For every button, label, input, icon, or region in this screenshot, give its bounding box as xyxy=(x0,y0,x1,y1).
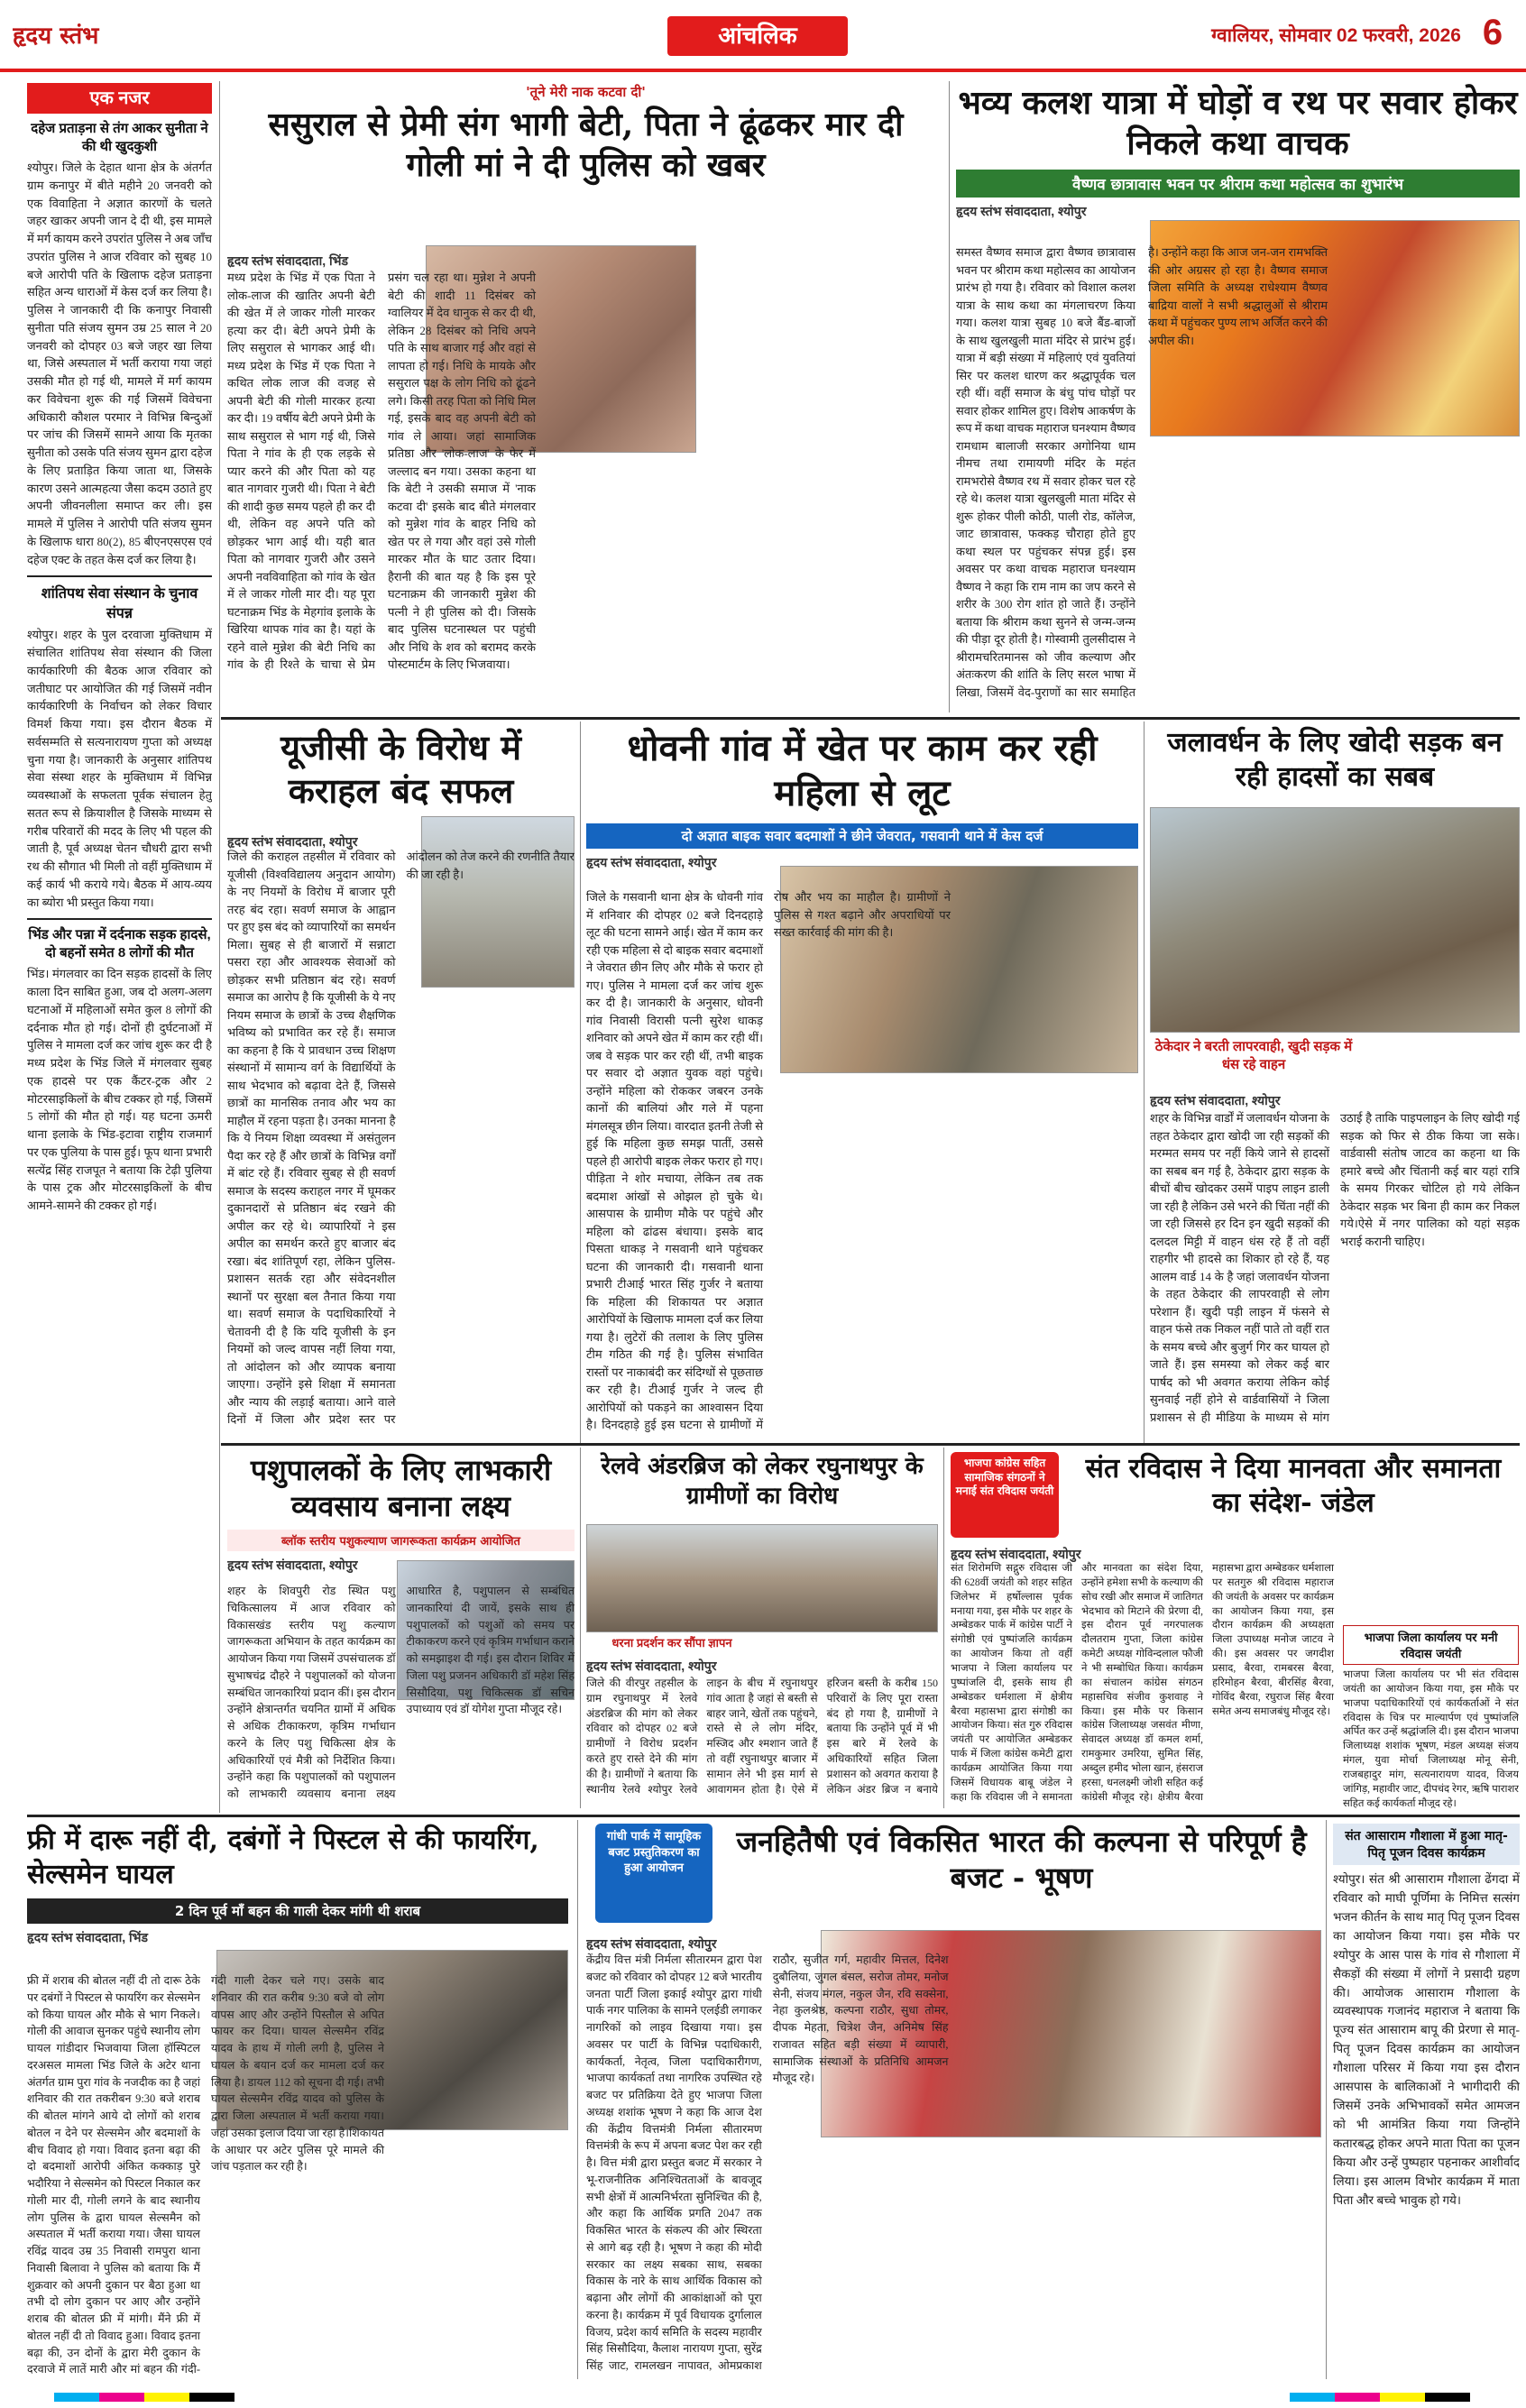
article-9 xyxy=(27,1824,568,2378)
a11-text: श्योपुर। संत श्री आसाराम गौशाला ढेंगदा में रविवार को माघी पूर्णिमा के निमित्त सत्संग भजन कीर्तन के साथ मातृ पितृ पूजन दिवस का आयोजन किया गया। इस मौके पर श्योपुर के आस पास के गांव से गौशाला में सैकड़ों की संख्या में लोगों ने प्रसादी ग्रहण की। आयोजक आसाराम गौशाला के व्यवस्थापक गजानंद महाराज ने बताया कि पूज्य संत आसाराम बापू की प्रेरणा से मातृ-पितृ पूजन दिवस कार्यक्रम का आयोजन गौशाला परिसर में किया गया इस दौरान आसपास के बालिकाओं ने भागीदारी की जिसमें उनके अभिभावकों समेत आमजन को भी आमंत्रित किया गया जिन्होंने कतारबद्ध होकर अपने माता पिता का पूजन किया और उन्हें पुष्पहार पहनाकर आशीर्वाद लिया। इस आलम विभोर कार्यक्रम में माता पिता और बच्चे भावुक हो गये। xyxy=(1333,1872,1520,2207)
row1-rule xyxy=(221,717,1520,720)
a9-byline: हृदय स्तंभ संवाददाता, भिंड xyxy=(27,1930,149,1944)
sidebar-item1-head: दहेज प्रताड़ना से तंग आकर सुनीता ने की थी खुदकुशी xyxy=(31,121,208,154)
a8-byline: हृदय स्तंभ संवाददाता, श्योपुर xyxy=(951,1547,1081,1561)
a6-byline: हृदय स्तंभ संवाददाता, श्योपुर xyxy=(227,1558,358,1572)
sidebar-item3-text: भिंड। मंगलवार का दिन सड़क हादसों के लिए काला दिन साबित हुआ, जब दो अलग-अलग घटनाओं में महिलाओं समेत कुल 8 लोगों की दर्दनाक मौत हो गई। दोनों ही दुर्घटनाओं में पुलिस ने मामला दर्ज कर जांच शुरू कर दी है मध्य प्रदेश के भिंड जिले में मंगलवार सुबह एक हादसे पर एक कैंटर-ट्रक और 2 मोटरसाइकिलों के बीच टक्कर हो गई, जिसमें 5 लोगों की मौत हो गई। यह घटना ऊमरी थाना इलाके के भिंड-इटावा राष्ट्रीय राजमार्ग पर एक पुलिया के पास हुई। फूप थाना प्रभारी सत्येंद्र सिंह राजपूत ने बताया कि टेढ़ी पुलिया के पास ट्रक और मोटरसाइकिलों के बीच आमने-सामने की टक्कर हो गई। xyxy=(27,967,212,1212)
a11-headline: संत आसाराम गौशाला में हुआ मातृ-पितृ पूजन दिवस कार्यक्रम xyxy=(1333,1824,1520,1865)
a6-divider xyxy=(580,1448,581,1808)
a8-sub: भाजपा जिला कार्यालय पर मनी रविदास जयंती xyxy=(1343,1625,1519,1665)
article-4 xyxy=(586,726,1138,1438)
article-11 xyxy=(1333,1824,1520,2378)
registration-marks xyxy=(54,2393,234,2402)
a5-photo-caption: ठेकेदार ने बरती लापरवाही, खुदी सड़क में धंस रहे वाहन xyxy=(1150,1037,1357,1073)
a7-photo xyxy=(586,1524,938,1632)
a7-headline: रेलवे अंडरब्रिज को लेकर रघुनाथपुर के ग्रामीणों का विरोध xyxy=(601,1453,924,1510)
sidebar-item1-text: श्योपुर। जिले के देहात थाना क्षेत्र के अंतर्गत ग्राम कनापुर में बीते महीने 20 जनवरी को एक विवाहिता ने अज्ञात कारणों के चलते जहर खाकर अपनी जान दे दी थी, इस मामले में मर्ग कायम करने उपरांत पुलिस ने अब जाँच उपरांत पुलिस ने आज रविवार को सुबह 10 बजे आरोपी पति के खिलाफ दहेज प्रताड़ना सहित अन्य धाराओं में केस दर्ज कर लिया है। पुलिस ने जानकारी दी कि कनापुर निवासी सुनीता पति संजय सुमन उम्र 25 साल ने 20 जनवरी को दोपहर 03 बजे जहर खा लिया था, जिसे अस्पताल में भर्ती कराया गया जहां उसकी मौत हो गई थी, मामले में मर्ग कायम कर विवेचना शुरू की गई जिसमें विवेचना अधिकारी कौशल परमार ने विभिन्न बिन्दुओं पर जांच की जिसमें सामने आया कि मृतका सुनीता को उसके पति संजय सुमन द्वारा दहेज के लिए प्रताड़ित किया जाता था, जिसके कारण उसने आत्महत्या जैसा कदम उठाते हुए अपनी जीवनलीला समाप्त कर ली। इस मामले में पुलिस ने आरोपी पति संजय सुमन के खिलाफ धारा 80(2), 85 बीएनएसएस एवं दहेज एक्ट के तहत केस दर्ज कर लिया है। xyxy=(27,161,212,566)
a7-byline: हृदय स्तंभ संवाददाता, श्योपुर xyxy=(586,1659,717,1673)
a6-text: शहर के शिवपुरी रोड स्थित पशु चिकित्सालय में आज रविवार को विकासखंड स्तरीय पशु कल्याण जागरूकता अभियान के तहत कार्यक्रम का आयोजन किया गया जिसमें उपसंचालक डॉ सुभाषचंद्र दौहरे ने पशुपालकों को योजना सम्बंधित जानकारियां प्रदान कीं। इस दौरान उन्होंने क्षेत्रान्तर्गत चयनित ग्रामों में अधिक से अधिक टीकाकरण, कृत्रिम गर्भाधान करने के लिए पशु चिकित्सा क्षेत्र के अधिकारियों एवं मैत्री को निर्देशित किया। उन्होंने कहा कि पशुपालकों को पशुपालन को लाभकारी व्यवसाय बनाना लक्ष्य आधारित है, पशुपालन से सम्बंधित जानकारियां दी जायें, इसके साथ ही पशुपालकों को पशुओं को समय पर टीकाकरण करने एवं कृत्रिम गर्भाधान कराने को समझाइश दी गई। इस दौरान शिविर में जिला पशु प्रजनन अधिकारी डॉ महेश सिंह सिसौदिया, पशु चिकित्सक डॉ सचिन उपाध्याय एवं डॉ योगेश गुप्ता मौजूद रहे। xyxy=(227,1585,575,1800)
article-7 xyxy=(586,1452,938,1808)
section-title: आंचलिक xyxy=(667,16,848,56)
article-10 xyxy=(586,1824,1321,2378)
sidebar-divider xyxy=(219,81,220,1813)
sidebar-item2-head: शांतिपथ सेवा संस्थान के चुनाव संपन्न xyxy=(27,575,212,622)
article-8 xyxy=(951,1452,1519,1808)
registration-marks-right xyxy=(1290,2393,1470,2402)
a1-divider xyxy=(949,81,950,712)
a2-headline: भव्य कलश यात्रा में घोड़ों व रथ पर सवार होकर निकले कथा वाचक xyxy=(958,84,1518,162)
a5-text: शहर के विभिन्न वार्डों में जलावर्धन योजना के तहत ठेकेदार द्वारा खोदी जा रही सड़कों की मरम्मत समय पर नहीं किये जाने से हादसों का सबब बन गई है, ठेकेदार द्वारा सड़क के बीचों बीच खोदकर उसमें पाइप लाइन डाली जा रही है लेकिन उसे भरने की चिंता नहीं की जा रही जिससे हर दिन इन खुदी सड़कों की दलदल मिट्टी में वाहन धंस रहे हैं तो वहीं राहगीर भी हादसे का शिकार हो रहे हैं, यह आलम वार्ड 14 के है जहां जलावर्धन योजना के तहत ठेकेदार की लापरवाही से लोग परेशान हैं। खुदी पड़ी लाइन में फंसने से वाहन फंसे तक निकल नहीं पाते तो वहीं रात के समय बच्चे और बुजुर्ग गिर कर घायल हो जाते हैं। इस समस्या को लेकर कई बार पार्षद को भी अवगत कराया लेकिन कोई सुनवाई नहीं होने से वार्डवासियों ने जिला प्रशासन से ही मीडिया के माध्यम से मांग उठाई है ताकि पाइपलाइन के लिए खोदी गई सड़क को फिर से ठीक किया जा सके। वार्डवासी संतोष जाटव का कहना था कि हमारे बच्चे और चिंतानी कई बार यहां रात्रि के समय गिरकर चोटिल हो गये लेकिन ठेकेदार सड़क भर बिना ही काम कर निकल गये।ऐसे में नगर पालिका को यहां सड़क भराई करानी चाहिए। xyxy=(1150,1111,1520,1424)
a3-text: जिले की कराहल तहसील में रविवार को यूजीसी (विश्वविद्यालय अनुदान आयोग) के नए नियमों के विरोध में बाजार पूरी तरह बंद रहा। सवर्ण समाज के आह्वान पर हुए इस बंद को व्यापारियों का समर्थन मिला। सुबह से ही बाजारों में सन्नाटा पसरा रहा और आवश्यक सेवाओं को छोड़कर सभी प्रतिष्ठान बंद रहे। सवर्ण समाज का आरोप है कि यूजीसी के ये नए नियम समाज के छात्रों के उच्च शैक्षणिक भविष्य को प्रभावित कर रहे हैं। समाज का कहना है कि ये प्रावधान उच्च शिक्षण संस्थानों में सामान्य वर्ग के विद्यार्थियों के साथ भेदभाव को बढ़ावा देते हैं, जिससे छात्रों का मानसिक तनाव और भय का माहौल में रहना पड़ता है। उनका मानना है कि ये नियम शिक्षा व्यवस्था में असंतुलन पैदा कर रहे हैं और छात्रों के विभिन्न वर्गों में बांट रहे हैं। रविवार सुबह से ही सवर्ण समाज के सदस्य कराहल नगर में घूमकर दुकानदारों से प्रतिष्ठान बंद रखने की अपील कर रहे थे। व्यापारियों ने इस अपील का समर्थन करते हुए बाजार बंद रखा। बंद शांतिपूर्ण रहा, लेकिन पुलिस-प्रशासन सतर्क रहा और संवेदनशील स्थानों पर सुरक्षा बल तैनात किया गया था। सवर्ण समाज के पदाधिकारियों ने चेतावनी दी है कि यदि यूजीसी के इन नियमों को जल्द वापस नहीं लिया गया, तो आंदोलन को और व्यापक बनाया जाएगा। उन्होंने इसे शिक्षा में समानता और न्याय की लड़ाई बताया। आने वाले दिनों में जिला और प्रदेश स्तर पर आंदोलन को तेज करने की रणनीति तैयार की जा रही है। xyxy=(227,850,575,1426)
brand-name: हृदय स्तंभ xyxy=(13,23,99,50)
article-3 xyxy=(227,726,575,1438)
a1-kicker: 'तूने मेरी नाक कटवा दी' xyxy=(526,84,646,100)
dateline: ग्वालियर, सोमवार 02 फरवरी, 2026 xyxy=(1211,25,1461,46)
article-6 xyxy=(227,1452,575,1808)
a8-subtext: भाजपा जिला कार्यालय पर भी संत रविदास जयंती का आयोजन किया गया, इस मौके पर भाजपा पदाधिकारियों एवं कार्यकर्ताओं ने संत रविदास के चित्र पर माल्यार्पण एवं पुष्पांजलि अर्पित कर उन्हें श्रद्धांजलि दी। इस दौरान भाजपा जिलाध्यक्ष शशांक भूषण, मंडल अध्यक्ष संजय मंगल, युवा मोर्चा जिलाध्यक्ष मोनू सेनी, राजबहादुर मांग, सत्यनारायण यादव, विजय जांगिड़, महावीर जाट, दीपचंद रेगर, ऋषि पाराशर सहित कई कार्यकर्ता मौजूद रहे। xyxy=(1343,1669,1519,1808)
a3-divider xyxy=(580,721,581,1443)
a4-strap: दो अज्ञात बाइक सवार बदमाशों ने छीने जेवरात, गसवानी थाने में केस दर्ज xyxy=(586,823,1138,849)
row2-rule xyxy=(221,1443,1520,1446)
a10-badge: गांधी पार्क में सामूहिक बजट प्रस्तुतिकरण का हुआ आयोजन xyxy=(595,1824,712,1923)
a6-headline: पशुपालकों के लिए लाभकारी व्यवसाय बनाना लक्ष्य xyxy=(250,1453,552,1523)
a10-byline: हृदय स्तंभ संवाददाता, श्योपुर xyxy=(586,1936,717,1951)
a10-headline: जनहितैषी एवं विकसित भारत की कल्पना से परिपूर्ण है बजट - भूषण xyxy=(736,1824,1307,1895)
masthead xyxy=(0,0,1526,72)
a5-photo xyxy=(1150,807,1520,1033)
a8-badge: भाजपा कांग्रेस सहित सामाजिक संगठनों ने मनाई संत रविदास जयंती xyxy=(951,1452,1059,1538)
a4-text: जिले के गसवानी थाना क्षेत्र के धोवनी गांव में शनिवार की दोपहर 02 बजे दिनदहाड़े लूट की घटना सामने आई। खेत में काम कर रही एक महिला से दो बाइक सवार बदमाशों ने जेवरात छीन लिए और मौके से फरार हो गए। पुलिस ने मामला दर्ज कर जांच शुरू कर दी है। जानकारी के अनुसार, धोवनी गांव निवासी विरासी पत्नी सुरेश धाकड़ शनिवार को अपने खेत में काम कर रही थीं। जब वे सड़क पार कर रही थीं, तभी बाइक पर सवार दो अज्ञात युवक वहां पहुंचे। उन्होंने महिला को रोककर जबरन उनके कानों की बालियां और गले में पहना मंगलसूत्र छीन लिया। वारदात इतनी तेजी से हुई कि महिला कुछ समझ पातीं, उससे पहले ही आरोपी बाइक लेकर फरार हो गए। पीड़िता ने शोर मचाया, लेकिन तब तक बदमाश आंखों से ओझल हो चुके थे। आसपास के ग्रामीण मौके पर पहुंचे और महिला को ढांढस बंधाया। इसके बाद पिसता धाकड़ ने गसवानी थाने पहुंचकर घटना की जानकारी दी। गसवानी थाना प्रभारी टीआई भारत सिंह गुर्जर ने बताया कि महिला की शिकायत पर अज्ञात आरोपियों के खिलाफ मामला दर्ज कर लिया गया है। लुटेरों की तलाश के लिए पुलिस टीम गठित की गई है। पुलिस संभावित रास्तों पर नाकाबंदी कर संदिग्धों से पूछताछ कर रही है। टीआई गुर्जर ने जल्द ही आरोपियों को पकड़ने का आश्वासन दिया है। दिनदहाड़े हुई इस घटना से ग्रामीणों में रोष और भय का माहौल है। ग्रामीणों ने पुलिस से गश्त बढ़ाने और अपराधियों पर सख्त कार्रवाई की मांग की है। xyxy=(586,890,951,1431)
a9-divider xyxy=(577,1820,578,2379)
a2-text: समस्त वैष्णव समाज द्वारा वैष्णव छात्रावास भवन पर श्रीराम कथा महोत्सव का आयोजन प्रारंभ हो गया है। रविवार को विशाल कलश यात्रा के साथ कथा का मंगलाचरण किया गया। कलश यात्रा सुबह 10 बजे बैंड-बाजों के साथ खुलखुली माता मंदिर से प्रारंभ हुई। यात्रा में बड़ी संख्या में महिलाएं एवं युवतियां सिर पर कलश धारण कर श्रद्धापूर्वक चल रही थीं। वहीं समाज के बंधु पांच घोड़ों पर सवार होकर शामिल हुए। विशेष आकर्षण के रूप में कथा वाचक महाराज घनश्याम वैष्णव रामधाम बालाजी सरकार अगोनिया धाम नीमच तथा रामायणी मंदिर के महंत रामभरोसे वैष्णव रथ में सवार होकर चल रहे रहे थे। कलश यात्रा खुलखुली माता मंदिर से शुरू होकर पीली कोठी, पाली रोड, कॉलेज, जाट छात्रावास, फक्कड़ चौराहा होते हुए कथा स्थल पर पहुंचकर संपन्न हुई। इस अवसर पर कथा वाचक महाराज घनश्याम वैष्णव ने कहा कि राम नाम का जप करने से शरीर के 300 रोग शांत हो जाते हैं। उन्होंने बताया कि श्रीराम कथा सुनने से जन्म-जन्म की पीड़ा दूर होती है। गोस्वामी तुलसीदास ने श्रीरामचरितमानस को जीव कल्याण और अंतःकरण की शांति के लिए सरल भाषा में लिखा, जिसमें वेद-पुराणों का सार समाहित है। उन्होंने कहा कि आज जन-जन रामभक्ति की ओर अग्रसर हो रहा है। वैष्णव समाज जिला समिति के अध्यक्ष राधेश्याम वैष्णव बाद्रिया वालों ने सभी श्रद्धालुओं से श्रीराम कथा में पहुंचकर पुण्य लाभ अर्जित करने की अपील की। xyxy=(956,245,1328,699)
a1-byline: हृदय स्तंभ संवाददाता, भिंड xyxy=(227,253,349,268)
a10-divider xyxy=(1326,1820,1327,2379)
sidebar-item3-head: भिंड और पन्ना में दर्दनाक सड़क हादसे, दो बहनों समेत 8 लोगों की मौत xyxy=(27,918,212,961)
sidebar-item2-text: श्योपुर। शहर के पुल दरवाजा मुक्तिधाम में संचालित शांतिपथ सेवा संस्थान की जिला कार्यकारिणी की बैठक आज रविवार को जतीघाट पर आयोजित की गई जिसमें नवीन कार्यकारिणी के निर्वाचन को लेकर विचार विमर्श किया गया। इस दौरान बैठक में सर्वसम्मति से सत्यनारायण गुप्ता को अध्यक्ष चुना गया है। जानकारी के अनुसार शांतिपथ सेवा संस्था शहर के मुक्तिधाम में विभिन्न व्यवस्थाओं के सफलता पूर्वक संचालन हेतु सतत रूप से क्रियाशील है जिसके माध्यम से गरीब परिवारों की मदद के लिए भी पहल की जाती है, पूर्व अध्यक्ष चेतन चौधरी द्वारा सभी रथ की सौगात भी मिली तो वहीं मुक्तिधाम में कई कार्य भी कराये गये। बैठक में आय-व्यय का ब्योरा भी प्रस्तुत किया गया। xyxy=(27,628,212,909)
row3-rule xyxy=(27,1815,1520,1817)
a4-byline: हृदय स्तंभ संवाददाता, श्योपुर xyxy=(586,855,717,869)
a7-text: जिले की वीरपुर तहसील के ग्राम रघुनाथपुर में रेलवे अंडरब्रिज की मांग को लेकर रविवार को दोपहर 02 बजे ग्रामीणों ने विरोध प्रदर्शन करते हुए रास्ते देने की मांग की है। ग्रामीणों ने बताया कि स्थानीय रेलवे श्योपुर रेलवे लाइन के बीच में रघुनाथपुर गांव आता है जहां से बस्ती से बाहर जाने, खेतों तक पहुंचने, रास्ते से ले लोग मंदिर, मस्जिद और श्मशान जाते हैं तो वहीं रघुनाथपुर बाजार में सामान लेने भी इस मार्ग से आवागमन होता है। ऐसे में हरिजन बस्ती के करीब 150 परिवारों के लिए पूरा रास्ता बंद हो गया है, ग्रामीणों ने बताया कि उन्होंने पूर्व में भी इस बारे में रेलवे के अधिकारियों सहित जिला प्रशासन को अवगत कराया है लेकिन अंडर ब्रिज न बनाये xyxy=(586,1677,938,1796)
a6-strap: ब्लॉक स्तरीय पशुकल्याण जागरूकता कार्यक्रम आयोजित xyxy=(227,1530,575,1551)
bottom-strip xyxy=(0,2385,1526,2408)
a2-strap: वैष्णव छात्रावास भवन पर श्रीराम कथा महोत्सव का शुभारंभ xyxy=(956,170,1520,198)
a8-text: संत शिरोमणि सद्गुरु रविदास जी की 628वीं जयंती को शहर सहित जिलेभर में हर्षोल्लास पूर्वक मनाया गया, इस मौके पर शहर के अम्बेडकर पार्क में कांग्रेस पार्टी ने संगोष्ठी एवं पुष्पांजलि कार्यक्रम का आयोजन किया तो वहीं भाजपा ने जिला कार्यालय पर पुष्पांजलि दी, इसके साथ ही अम्बेडकर धर्मशाला में क्षेत्रीय बैरवा महासभा द्वारा संगोष्ठी का आयोजन किया। संत गुरु रविदास जयंती पर आयोजित अम्बेडकर पार्क में जिला कांग्रेस कमेटी द्वारा कार्यक्रम आयोजित किया गया जिसमें विधायक बाबू जंडेल ने कहा कि रविदास जी ने समानता और मानवता का संदेश दिया, उन्होंने हमेशा सभी के कल्याण की सोच रखी और समाज में जातिगत भेदभाव को मिटाने की प्रेरणा दी, इस दौरान पूर्व नगरपालक दौलतराम गुप्ता, जिला कांग्रेस कमेटी अध्यक्ष गोविन्दलाल फौजी ने भी सम्बोधित किया। कार्यक्रम का संचालन कांग्रेस संगठन महासचिव संजीव कुशवाह ने किया। इस मौके पर किसान कांग्रेस जिलाध्यक्ष जसवंत मीणा, सेवादल अध्यक्ष डॉ कमल शर्मा, रामकुमार उमरिया, सुमित सिंह, अब्दुल हमीद भोला खान, हंसराज हरसा, धनलक्ष्मी जोशी सहित कई कांग्रेसी मौजूद रहे। क्षेत्रीय बैरवा महासभा द्वारा अम्बेडकर धर्मशाला पर सतगुरु श्री रविदास महाराज की जयंती के अवसर पर कार्यक्रम का आयोजन किया गया, इस दौरान कार्यक्रम की अध्यक्षता जिला उपाध्यक्ष मनोज जाटव ने की। इस अवसर पर जगदीश प्रसाद, बैरवा, रामबरस बैरवा, हरिमोहन बैरवा, बीरसिंह बैरवा, गोविंद बैरवा, रघुराज सिंह बैरवा समेत अन्य समाजबंधु मौजूद रहे। xyxy=(951,1563,1334,1803)
sidebar-title: एक नजर xyxy=(27,83,212,114)
a9-text: फ्री में शराब की बोतल नहीं दी तो दारू ठेके पर दबंगों ने पिस्टल से फायरिंग कर सेल्समेन को किया घायल और मौके से भाग निकले। गोली की आवाज सुनकर पहुंचे स्थानीय लोग घायल गांडीदार भिजवाया जिला हॉस्पिटल दरअसल मामला भिंड जिले के अटेर थाना अंतर्गत ग्राम पुरा गांव के नजदीक का है जहां शनिवार की रात तकरीबन 9:30 बजे शराब की बोतल मांगने आये दो लोगों को शराब बोतल न देने पर सेल्समेन और बदमाशों के बीच विवाद हो गया। विवाद इतना बढ़ा की दो बदमाशों आरोपी अंकित कक्काड़ पुरे भदौरिया ने सेल्समेन को पिस्टल निकाल कर गोली मार दी, गोली लगने के बाद स्थानीय लोग पुलिस के द्वारा घायल सेल्समैन को अस्पताल में भर्ती कराया गया। जैसा घायल रविंद्र यादव उम्र 35 निवासी रामपुरा थाना निवासी बिलावा ने पुलिस को बताया कि मैं शुक्रवार को अपनी दुकान पर बैठा हुआ था तभी दो लोग दुकान पर आए और उन्होंने शराब की बोतल फ्री में मांगी। मैंने फ्री में बोतल नहीं दी तो विवाद हुआ। विवाद इतना बढ़ा की, उन दोनों के द्वारा मेरी दुकान के दरवाजे में लातें मारी और मां बहन की गंदी-गंदी गाली देकर चले गए। उसके बाद शनिवार की रात करीब 9:30 बजे वो लोग वापस आए और उन्होंने पिस्तौल से अपित फायर कर दिया। घायल सेल्समैन रविंद्र यादव के हाथ में गोली लगी है, पुलिस ने घायल के बयान दर्ज कर मामला दर्ज कर लिया है। डायल 112 को सूचना दी गई। तभी घायल सेल्समैन रविंद्र यादव को पुलिस के द्वारा जिला अस्पताल में भर्ती कराया गया। जहां उसका इलाज दिया जा रहा है।शिकायत के आधार पर अटेर पुलिस पूरे मामले की जांच पड़ताल कर रही है। xyxy=(27,1974,384,2376)
a4-headline: धोवनी गांव में खेत पर काम कर रही महिला से लूट xyxy=(627,727,1098,814)
article-5 xyxy=(1150,726,1520,1438)
article-2 xyxy=(956,83,1520,714)
a8-headline: संत रविदास ने दिया मानवता और समानता का संदेश- जंडेल xyxy=(1085,1453,1502,1519)
a1-side-col xyxy=(768,248,944,708)
a10-text: केंद्रीय वित्त मंत्री निर्मला सीतारमन द्वारा पेश बजट को रविवार को दोपहर 12 बजे भारतीय जनता पार्टी जिला इकाई श्योपुर द्वारा गांधी पार्क नगर पालिका के सामने एलईडी लगाकर नागरिकों को लाइव दिखाया गया। इस अवसर पर पार्टी के विभिन्न पदाधिकारी, कार्यकर्ता, नेतृत्व, जिला पदाधिकारीगण, भाजपा कार्यकर्ता तथा नागरिक उपस्थित रहे बजट पर प्रतिक्रिया देते हुए भाजपा जिला अध्यक्ष शशांक भूषण ने कहा कि आज देश की केंद्रीय वित्तमंत्री निर्मला सीतारमण वित्तमंत्री के रूप में अपना बजट पेश कर रही है। वित्त मंत्री द्वारा प्रस्तुत बजट में सरकार ने भू-राजनीतिक अनिश्चितताओं के बावजूद सभी क्षेत्रों में आत्मनिर्भरता सुनिश्चित की है, और कहा कि आर्थिक प्रगति 2047 तक विकसित भारत के संकल्प की ओर स्थिरता से आगे बढ़ रही है। भूषण ने कहा की मोदी सरकार का लक्ष्य सबका साथ, सबका विकास के नारे के साथ आर्थिक विकास को बढ़ाना और लोगों की आकांक्षाओं को पूरा करना है। कार्यक्रम में पूर्व विधायक दुर्गालाल विजय, प्रदेश कार्य समिति के सदस्य महावीर सिंह सिसौदिया, कैलाश नारायण गुप्ता, सुरेंद्र सिंह जाट, रामलखन नापावत, ओमप्रकाश राठौर, सुजीत गर्ग, महावीर मित्तल, दिनेश दुबौलिया, जुगल बंसल, सरोज तोमर, मनोज सेनी, संजय मंगल, नकुल जैन, रवि सक्सेना, नेहा कुलश्रेष्ठ, कल्पना राठौर, सुधा तोमर, दीपक मेहता, चित्रेश जैन, अनिमेष सिंह राजावत सहित बड़ी संख्या में व्यापारी, सामाजिक संस्थाओं के प्रतिनिधि आमजन मौजूद रहे। xyxy=(586,1953,949,2372)
a5-byline: हृदय स्तंभ संवाददाता, श्योपुर xyxy=(1150,1093,1281,1107)
masthead-rule xyxy=(0,69,1526,72)
a5-headline: जलावर्धन के लिए खोदी सड़क बन रही हादसों का सबब xyxy=(1167,727,1503,793)
a9-headline: फ्री में दारू नहीं दी, दबंगों ने पिस्टल से की फायरिंग, सेल्समेन घायल xyxy=(27,1824,539,1890)
a9-strap: 2 दिन पूर्व माँ बहन की गाली देकर मांगी थी शराब xyxy=(27,1898,568,1924)
a7-divider xyxy=(943,1448,944,1808)
a3-byline: हृदय स्तंभ संवाददाता, श्योपुर xyxy=(227,834,358,849)
a1-text-left: मध्य प्रदेश के भिंड में एक पिता ने लोक-लाज की खातिर अपनी बेटी की खेत में ले जाकर गोली मारकर हत्या कर दी। बेटी अपने प्रेमी के लिए ससुराल से भागकर आई थी। मध्य प्रदेश के भिंड में एक पिता ने कथित लोक लाज की वजह से अपनी बेटी की गोली मारकर हत्या कर दी। 19 वर्षीय बेटी अपने प्रेमी के साथ ससुराल से भाग गई थी, जिसे पिता ने गांव के ही एक लड़के से प्यार करने की और पिता को यह बात नागवार गुजरी थी। पिता ने बेटी की शादी कुछ समय पहले ही कर दी थी, लेकिन वह अपने पति को छोड़कर भाग आई थी। यही बात पिता को नागवार गुजरी और उसने अपनी नवविवाहिता को गांव के खेत में ले जाकर गोली मार दी। यह पूरा घटनाक्रम भिंड के मेहगांव इलाके के खिरिया थापक गांव का है। यहां के रहने वाले मुन्नेश की बेटी निधि का गांव के ही रिश्ते के चाचा से प्रेम प्रसंग चल रहा था। मुन्नेश ने अपनी बेटी की शादी 11 दिसंबर को ग्वालियर में देव धानुक से कर दी थी, लेकिन 28 दिसंबर को निधि अपने पति के साथ बाजार गई और वहां से लापता हो गई। निधि के मायके और ससुराल पक्ष के लोग निधि को ढूंढने लगे। किसी तरह पिता को निधि मिल गई, इसके बाद वह अपनी बेटी को गांव ले आया। जहां सामाजिक प्रतिष्ठा और 'लोक-लाज' के फेर में जल्लाद बन गया। उसका कहना था कि बेटी ने उसकी समाज में 'नाक कटवा दी' इसके बाद बीते मंगलवार को मुन्नेश गांव के बाहर निधि को खेत पर ले गया और वहां उसे गोली मारकर मौत के घाट उतार दिया। हैरानी की बात यह है कि इस पूरे घटनाक्रम की जानकारी मुन्नेश की पत्नी ने ही पुलिस को दी। जिसके बाद पुलिस घटनास्थल पर पहुंची और निधि के शव को बरामद करके पोस्टमार्टम के लिए भिजवाया। xyxy=(227,271,536,671)
a1-headline: ससुराल से प्रेमी संग भागी बेटी, पिता ने ढूंढकर मार दी गोली मां ने दी पुलिस को खबर xyxy=(268,106,904,184)
a2-byline: हृदय स्तंभ संवाददाता, श्योपुर xyxy=(956,204,1087,218)
a3-headline: यूजीसी के विरोध में कराहल बंद सफल xyxy=(280,727,521,811)
a7-photo-caption: धरना प्रदर्शन कर सौंपा ज्ञापन xyxy=(586,1634,758,1650)
page-number: 6 xyxy=(1482,13,1503,52)
